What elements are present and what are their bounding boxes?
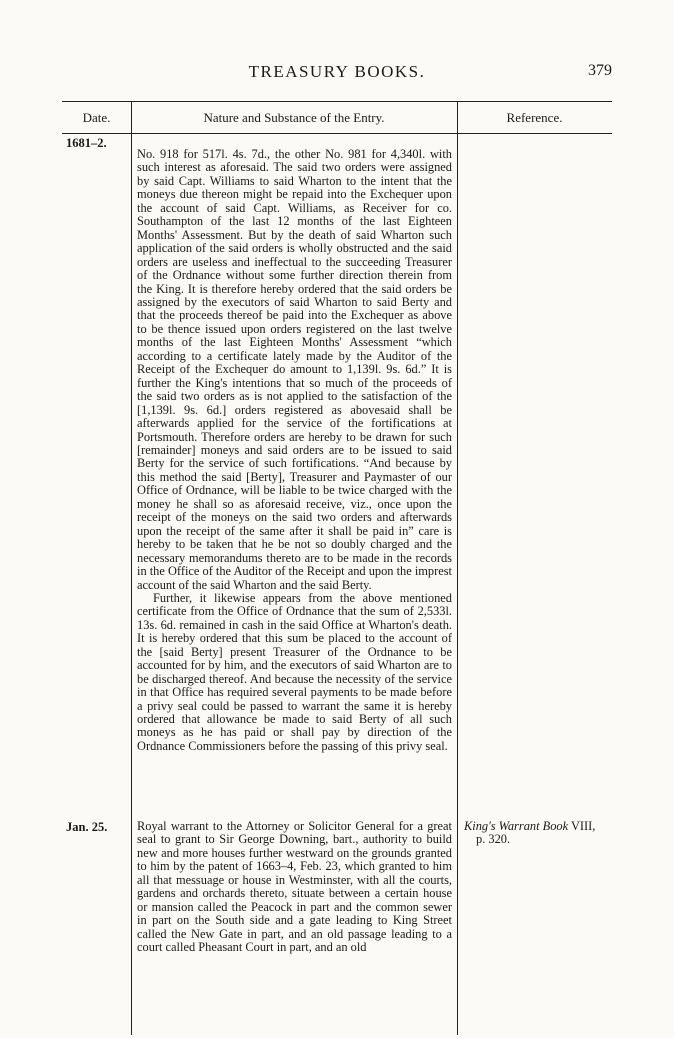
reference-book: King's Warrant Book [464,819,569,833]
table-top-rule [62,101,612,102]
running-head [0,62,674,84]
column-divider-reference [457,101,458,1035]
entry-date: 1681–2. [66,136,107,150]
running-title: TREASURY BOOKS. [248,62,426,81]
entry-text [137,148,452,753]
entry-date: Jan. 25. [66,820,108,834]
column-divider-date [131,101,132,1035]
entry-text [137,820,452,955]
page-number: 379 [588,62,612,79]
entry-paragraph: No. 918 for 517l. 4s. 7d., the other No. 981 for 4,340l. with such interest as aforesaid. The said two orders were assigned by said Capt. Williams to said Wharton to the intent that the moneys due thereon might be repaid into the Exchequer upon the account of said Capt. Williams, as Receiver for co. Southampton of the last 12 months of the last Eighteen Months' Assessment. But by the death of said Wharton such application of the said orders is wholly obstructed and the said orders are useless and ineffectual to the succeeding Treasurer of the Ordnance without some further direction therein from the King. It is therefore hereby ordered that the said orders be assigned by the executors of said Wharton to said Berty and that the proceeds thereof be paid into the Exchequer as above to be thence issued upon orders registered on the last twelve months of the last Eighteen Months' Assessment “which according to a certificate lately made by the Auditor of the Receipt of the Exchequer do amount to 1,139l. 9s. 6d.” It is further the King's intentions that so much of the proceeds of the said two orders as is not applied to the satisfaction of the [1,139l. 9s. 6d.] orders registered as abovesaid shall be afterwards applied for the service of the fortifications at Portsmouth. Therefore orders are hereby to be drawn for such [remainder] moneys and said orders are to be issued to said Berty for the service of such fortifications. “And because by this method the said [Berty], Treasurer and Paymaster of our Office of Ordnance, will be liable to be twice charged with the money he shall so as aforesaid receive, viz., once upon the receipt of the moneys on the said two orders and afterwards upon the receipt of the same after it shall be paid in” care is hereby to be taken that he be not so doubly charged and the necessary memorandums thereto are to be made in the records in the Office of the Auditor of the Receipt and upon the imprest account of the said Wharton and the said Berty. [137,147,452,592]
entry-paragraph: Royal warrant to the Attorney or Solicitor General for a great seal to grant to Sir George Downing, bart., authority to build new and more houses further westward on the grounds granted to him by the patent of 1663–4, Feb. 23, which granted to him all that messuage or house in Westminster, with all the courts, gardens and orchards thereto, situate between a certain house or mansion called the Peacock in part and the common sewer in part on the South side and a gate leading to King Street called the New Gate in part, and an old passage leading to a court called Pheasant Court in part, and an old [137,819,452,955]
column-heading-reference: Reference. [506,110,563,125]
entry-reference [464,820,624,847]
header-bottom-rule [62,133,612,134]
entry-paragraph: Further, it likewise appears from the above mentioned certificate from the Office of Ordnance that the sum of 2,533l. 13s. 6d. remained in cash in the said Office at Wharton's death. It is hereby ordered that this sum be placed to the account of the [said Berty] present Treasurer of the Ordnance to be accounted for by him, and the executors of said Wharton are to be discharged thereof. And because the necessity of the service in that Office has required several payments to be made before a privy seal could be passed to warrant the same it is hereby ordered that allowance be made to said Berty of all such moneys as he has paid or shall pay by direction of the Ordnance Commissioners before the passing of this privy seal. [137,590,452,753]
column-heading-date: Date. [82,110,111,125]
reference-page: p. 320. [476,832,511,847]
column-heading-nature: Nature and Substance of the Entry. [203,110,385,125]
reference-volume: VIII, [570,819,596,833]
